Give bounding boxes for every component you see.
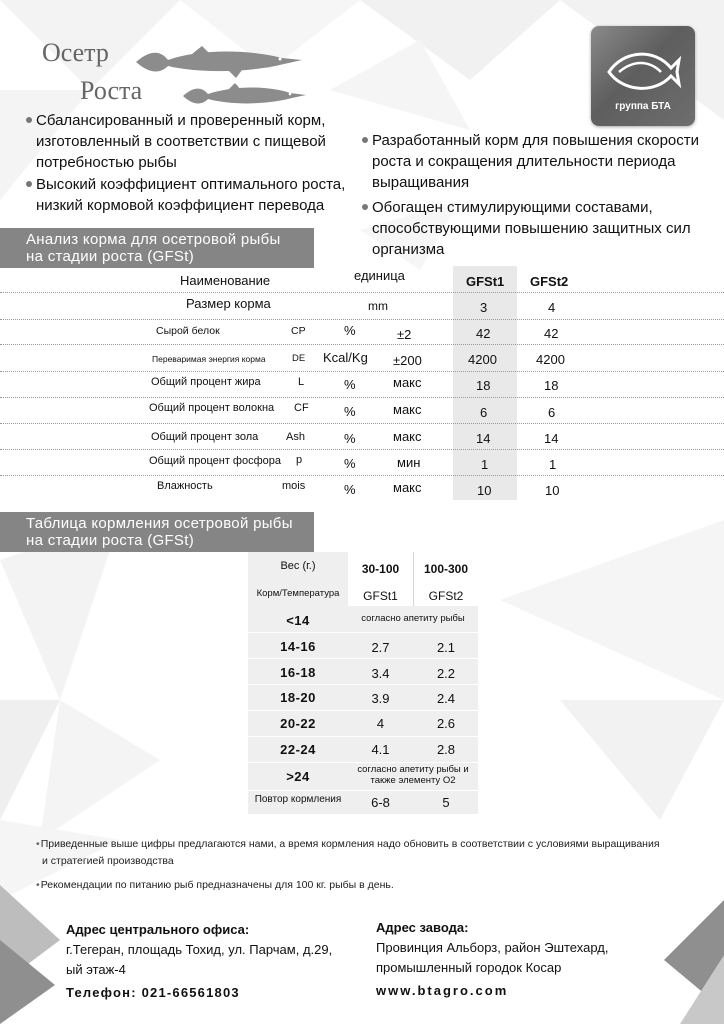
- feature-item: Разработанный корм для повышения скорости роста и сокращения длительности периода выращивания: [362, 130, 702, 193]
- row-code: CF: [294, 402, 309, 414]
- row-value-gfst1: 6: [480, 405, 488, 420]
- repeat-label: Повтор кормления: [254, 794, 342, 805]
- note-2: • Рекомендации по питанию рыб предназначены для 100 кг. рыбы в день.: [36, 879, 394, 891]
- row-value-gfst2: 42: [544, 326, 559, 341]
- row-divider: [248, 658, 478, 659]
- col-header-name: Наименование: [180, 273, 271, 288]
- logo-caption: группа БТА: [615, 101, 671, 112]
- note-1-line1: • Приведенные выше цифры предлагаются нами, а время кормления надо обновить в соответствии с условиями выращивания: [36, 838, 660, 850]
- row-value-gfst2: 6: [548, 405, 556, 420]
- row-value-gfst1: 10: [477, 483, 492, 498]
- row-divider: [0, 344, 724, 345]
- col-header-gfst2: GFSt2: [530, 274, 569, 289]
- row-value-gfst2: 10: [545, 483, 560, 498]
- office-phone: Телефон: 021-66561803: [66, 985, 240, 1000]
- sturgeon-icon: [132, 42, 304, 82]
- row-value-gfst1: 42: [476, 326, 491, 341]
- feature-item: Высокий коэффициент оптимального роста, низкий кормовой коэффициент перевода: [26, 174, 371, 216]
- feed-rate-gfst1: 4.1: [371, 742, 390, 757]
- website-link[interactable]: www.btagro.com: [376, 983, 509, 998]
- temp-range: 18-20: [280, 690, 316, 705]
- row-unit: mm: [368, 299, 388, 313]
- row-tolerance: ±2: [397, 327, 412, 342]
- feed-rate-gfst2: 2.2: [436, 666, 456, 681]
- feeding-title-line2: на стадии роста (GFSt): [26, 532, 195, 549]
- factory-line1: Провинция Альборз, район Эштехард,: [376, 940, 609, 955]
- row-code: Ash: [286, 431, 305, 443]
- row-value-gfst2: 18: [544, 378, 559, 393]
- repeat-gfst2: 5: [442, 795, 450, 810]
- row-value-gfst1: 18: [476, 378, 491, 393]
- row-unit: %: [344, 377, 356, 392]
- temp-range: >24: [286, 769, 310, 784]
- row-value-gfst1: 1: [481, 457, 489, 472]
- range1-label: 30-100: [361, 562, 400, 576]
- row-name: Общий процент зола: [151, 431, 259, 443]
- row-unit: %: [344, 431, 356, 446]
- note-1-line2: и стратегией производства: [42, 855, 174, 867]
- row-tolerance: макс: [393, 402, 422, 417]
- analysis-title-line2: на стадии роста (GFSt): [26, 248, 195, 265]
- row-divider: [248, 684, 478, 685]
- weight-label: Вес (г.): [280, 560, 316, 572]
- temp-range: 20-22: [280, 716, 316, 731]
- row-name: Сырой белок: [156, 325, 220, 337]
- title-line-2: Роста: [80, 76, 143, 105]
- row-tolerance: макс: [393, 375, 422, 390]
- row-unit: %: [344, 404, 356, 419]
- temp-range: 22-24: [280, 742, 316, 757]
- row-unit: Kcal/Kg: [323, 350, 368, 365]
- row-divider: [248, 710, 478, 711]
- range2-label: 100-300: [423, 562, 469, 576]
- factory-address: [376, 918, 676, 1001]
- row-code: mois: [282, 480, 306, 492]
- row-value-gfst2: 1: [549, 457, 557, 472]
- row-code: p: [296, 454, 303, 466]
- feed-rate-gfst2: 2.6: [436, 716, 456, 731]
- row-divider: [0, 292, 724, 293]
- row-divider: [0, 371, 724, 372]
- title-line-1: Осетр: [42, 38, 109, 67]
- feed2-label: GFSt2: [428, 589, 464, 603]
- row-value-gfst1: 14: [476, 431, 491, 446]
- feed-temp-label: Корм/Температура: [256, 588, 340, 599]
- row-tolerance: ±200: [393, 353, 422, 368]
- feed1-label: GFSt1: [363, 589, 398, 603]
- row-value-gfst2: 4200: [536, 352, 565, 367]
- row-divider: [248, 790, 478, 791]
- feed-rate-gfst2: 2.4: [436, 691, 456, 706]
- feed-rate-gfst2: 2.8: [436, 742, 456, 757]
- row-divider: [248, 736, 478, 737]
- row-divider: [0, 475, 724, 476]
- office-address: [66, 920, 366, 1003]
- row-divider: [248, 762, 478, 763]
- row-unit: %: [344, 482, 356, 497]
- temp-range: <14: [286, 613, 310, 628]
- temp-range: 16-18: [280, 665, 316, 680]
- row-divider: [0, 319, 724, 320]
- fish-emblem-icon: [603, 42, 683, 96]
- row-value-gfst1: 4200: [468, 352, 497, 367]
- row-code: CP: [291, 325, 306, 337]
- feed-rate-span: согласно апетиту рыбы: [361, 613, 465, 624]
- office-heading: Адрес центрального офиса:: [66, 922, 250, 937]
- feature-item: Обогащен стимулирующими составами, способствующими повышению защитных сил организма: [362, 197, 702, 260]
- row-name: Влажность: [157, 480, 213, 492]
- sturgeon-small-icon: [180, 80, 308, 112]
- temp-range: 14-16: [280, 639, 316, 654]
- col-header-gfst1: GFSt1: [466, 274, 505, 289]
- feed-rate-span-line1: согласно апетиту рыбы и: [357, 764, 469, 775]
- feature-item: Сбалансированный и проверенный корм, изготовленный в соответствии с пищевой потребностью рыбы: [26, 110, 371, 173]
- feeding-title-band: [0, 512, 314, 552]
- row-tolerance: макс: [393, 429, 422, 444]
- row-divider: [0, 449, 724, 450]
- features-right: [362, 130, 702, 260]
- row-divider: [248, 632, 478, 633]
- factory-heading: Адрес завода:: [376, 920, 469, 935]
- company-logo: [591, 26, 695, 126]
- feed-rate-gfst2: 2.1: [436, 640, 456, 655]
- office-line2: ый этаж-4: [66, 962, 126, 977]
- row-tolerance: макс: [393, 480, 422, 495]
- row-divider: [0, 423, 724, 424]
- row-value-gfst2: 14: [544, 431, 559, 446]
- row-code: DE: [292, 353, 306, 364]
- row-divider: [0, 397, 724, 398]
- feeding-title-line1: Таблица кормления осетровой рыбы: [26, 515, 293, 532]
- repeat-gfst1: 6-8: [371, 795, 390, 810]
- row-name: Переваримая энергия корма: [152, 354, 266, 364]
- feed-rate-span-line2: также элементу О2: [370, 775, 456, 786]
- row-name: Общий процент фосфора: [149, 455, 281, 467]
- col-header-unit: единица: [354, 268, 405, 283]
- feed-rate-gfst1: 4: [376, 716, 385, 731]
- features-left: [26, 110, 371, 216]
- row-unit: %: [344, 456, 356, 471]
- row-tolerance: мин: [397, 455, 421, 470]
- row-value-gfst2: 4: [548, 300, 556, 315]
- feed-rate-span: [348, 764, 478, 786]
- feed-rate-gfst1: 3.9: [371, 691, 390, 706]
- feed-rate-gfst1: 3.4: [371, 666, 390, 681]
- row-name: Общий процент волокна: [149, 402, 275, 414]
- feed-rate-gfst1: 2.7: [371, 640, 390, 655]
- office-line1: г.Тегеран, площадь Тохид, ул. Парчам, д.29,: [66, 942, 333, 957]
- row-name: Размер корма: [186, 296, 271, 311]
- row-value-gfst1: 3: [480, 300, 488, 315]
- factory-line2: промышленный городок Косар: [376, 960, 562, 975]
- row-code: L: [298, 376, 305, 388]
- analysis-title-line1: Анализ корма для осетровой рыбы: [26, 231, 281, 248]
- row-name: Общий процент жира: [151, 376, 261, 388]
- row-unit: %: [344, 323, 356, 338]
- analysis-title-band: [0, 228, 314, 268]
